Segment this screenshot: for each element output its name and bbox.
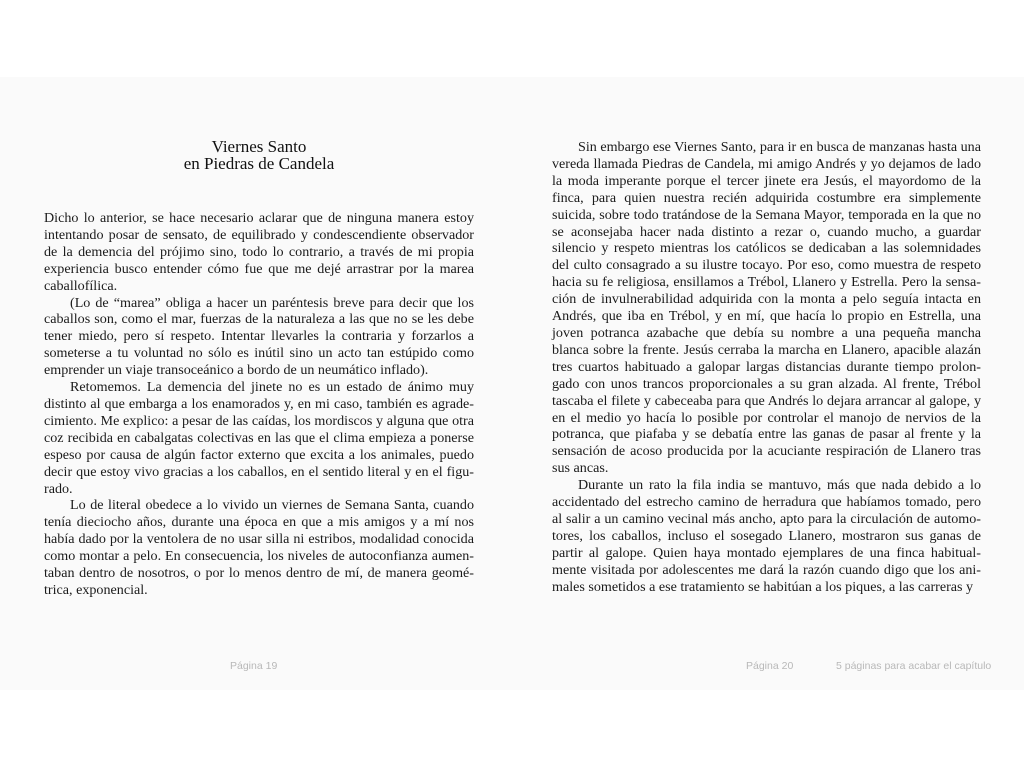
book-reader[interactable] [0,77,1024,690]
paragraph: Durante un rato la fila india se mantuvo, más que nada debido a lo accidentado del estrecho camino de herradura que habíamos tomado, pero al salir a un camino vecinal más ancho, apto para la circulación de automotores, los caballos, incluso el sosegado Llanero, mostraron sus ganas de partir al galope. Quien haya montado ejemplares de una finca habitualmente visitada por adolescentes me dará la razón cuando digo que los animales sometidos a ese tratamiento se habitúan a los piques, a las carreras y [552,477,981,595]
page-number-right: Página 20 [746,660,794,672]
chapter-title-line-1: Viernes Santo [211,137,307,156]
page-number-left: Página 19 [230,660,278,672]
left-page-body [44,210,474,599]
right-page[interactable] [552,77,981,690]
paragraph: Dicho lo anterior, se hace necesario aclarar que de ninguna manera estoy intentando posar de sensato, de equilibrado y condescendiente observador de la demencia del prójimo sino, todo lo contrario, a través de mi propia experiencia busco entender cómo fue que me dejé arrastrar por la marea caballofílica. [44,210,474,294]
paragraph: Lo de literal obedece a lo vivido un viernes de Semana Santa, cuando tenía dieciocho años, durante una época en que a mis amigos y a mí nos había dado por la ventolera de no usar silla ni estribos, modalidad conocida como montar a pelo. En consecuencia, los niveles de autoconfianza aumentaban dentro de nosotros, o por lo menos dentro de mí, de manera geométrica, exponencial. [44,497,474,598]
left-page[interactable] [44,77,474,690]
pages-remaining-label: 5 páginas para acabar el capítulo [836,660,992,672]
chapter-title-line-2: en Piedras de Candela [183,154,335,173]
paragraph: Sin embargo ese Viernes Santo, para ir en busca de manzanas hasta una vereda llamada Piedras de Candela, mi amigo Andrés y yo dejamos de lado la moda imperante porque el tercer jinete era Jesús, el mayordomo de la finca, para quien nuestra recién adquirida costumbre era simplemente suicida, sobre todo tratándose de la Semana Mayor, temporada en la que no se aconsejaba hacer nada distinto a rezar o, cuando mucho, a guardar silencio y respeto mientras los católicos se dedicaban a las solemnidades del culto consagrado a su ilustre tocayo. Por eso, como muestra de respeto hacia su fe religiosa, ensillamos a Trébol, Llanero y Estrella. Pero la sensación de invulnerabilidad adquirida con la monta a pelo seguía intacta en Andrés, que iba en Trébol, y en mí, que hacía lo propio en Estrella, una joven potranca azabache que debía su nombre a una pequeña mancha blanca sobre la frente. Jesús cerraba la marcha en Llanero, apacible alazán tres cuartos habituado a galopar largas distancias durante tiempo prolongado con unos trancos proporcionales a su gran alzada. Al frente, Trébol tascaba el filete y cabeceaba para que Andrés lo dejara arrancar al galope, y en el medio yo hacía lo posible por controlar el manojo de nervios de la potranca, que piafaba y se debatía entre las ganas de pasar al frente y la sensación de acoso producida por la acuciante respiración de Llanero tras sus ancas. [552,139,981,477]
right-page-body [552,139,981,595]
chapter-title [44,77,474,198]
paragraph: Retomemos. La demencia del jinete no es un estado de ánimo muy distinto al que embarga a los enamorados y, en mi caso, también es agradecimiento. Me explico: a pesar de las caídas, los mordiscos y alguna que otra coz recibida en cabalgatas colectivas en las que el clima empieza a ponerse espeso por causa de algún factor externo que excita a los animales, puedo decir que estoy vivo gracias a los caballos, en el sentido literal y en el figurado. [44,379,474,497]
paragraph: (Lo de “marea” obliga a hacer un paréntesis breve para decir que los caballos son, como el mar, fuerzas de la naturaleza a las que no se les debe tener miedo, pero sí respeto. Intentar llevarles la contraria y forzarlos a someterse a tu voluntad no sólo es inútil sino un acto tan estúpido como emprender un viaje transoceánico a bordo de un neumático inflado). [44,294,474,379]
